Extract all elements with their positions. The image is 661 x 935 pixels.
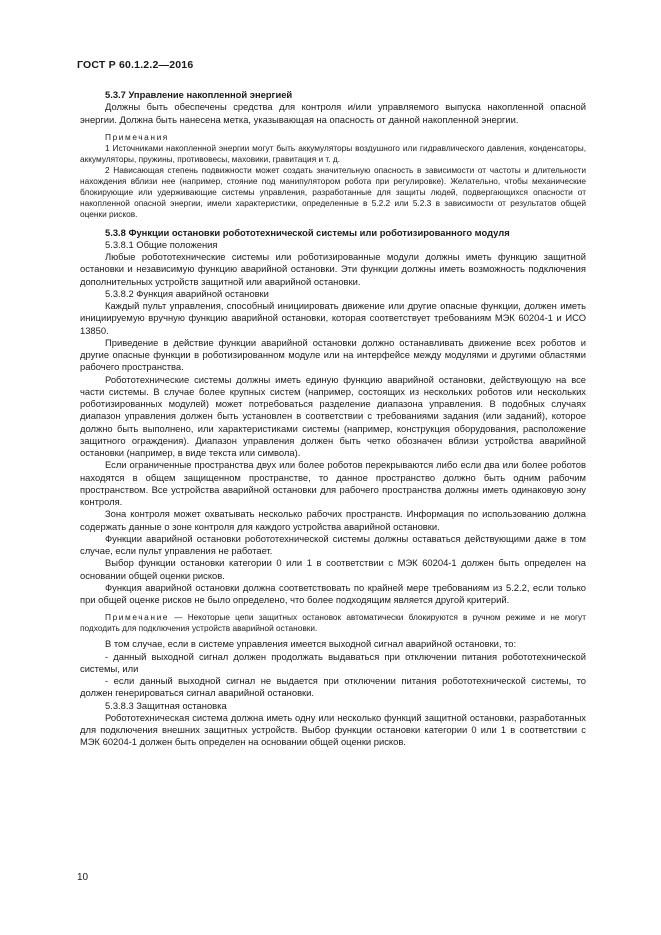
paragraph: Каждый пульт управления, способный инициировать движение или другие опасные функции, должен иметь инициируемую вручную функцию аварийной остановки, которая соответствует требованиям МЭК 60204-1 и ИСО 13850. [80,300,586,336]
paragraph: Выбор функции остановки категории 0 или 1 в соответствии с МЭК 60204-1 должен быть определен на основании общей оценки рисков. [80,557,586,581]
section-5-3-8-3-title: 5.3.8.3 Защитная остановка [105,699,227,711]
paragraph: Функции аварийной остановки робототехнической системы должны оставаться действующими даже в том случае, если пульт управления не работает. [80,532,586,556]
paragraph: Приведение в действие функции аварийной остановки должно останавливать движение всех роботов и другие опасные функции в роботизированном модуле или на интерфейсе между модулями и другими областями рабочего пространства. [80,336,586,373]
paragraph: Функция аварийной остановки должна соответствовать по крайней мере требованиям из 5.2.2, если только при общей оценке рисков не было определено, что более подходящим является другой критерий. [80,581,586,605]
section-5-3-8-2-title: 5.3.8.2 Функция аварийной остановки [105,287,269,299]
document-header: ГОСТ Р 60.1.2.2—2016 [77,59,194,71]
notes-label: Примечания [105,131,169,142]
note-item: 2 Нависающая степень подвижности может создать значительную опасность в зависимости от частоты и длительности нахождения вблизи нее (например, стояние под манипулятором робота при регулировке). Желательно, чтобы механические блокирующие или удерживающие системы управления, разработанные для защиты людей, подвергающихся опасности от накопленной опасной энергии, имели характеристики, определенные в 5.2.2 или 5.2.3 в зависимости от результатов общей оценки рисков. [80,165,586,220]
paragraph: Любые робототехнические системы или роботизированные модули должны иметь функцию защитной остановки и независимую функцию аварийной остановки. Эти функции должны иметь возможность подключения дополнительных устройств защитной или аварийной остановки. [80,251,586,287]
paragraph: Робототехнические системы должны иметь единую функцию аварийной остановки, действующую на все части системы. В случае более крупных систем (например, состоящих из нескольких роботов или нескольких роботизированных модулей) может потребоваться разделение диапазона управления. В подобных случаях диапазон управления должен быть установлен в соответствии с требованиями задания (или заданий), которое должно быть выполнено, или характеристиками системы (например, конструкция оборудования, расположение защитного ограждения). Диапазон управления должен быть четко обозначен вблизи устройства аварийной остановки (например, в виде текста или символа). [80,373,586,458]
paragraph: Зона контроля может охватывать несколько рабочих пространств. Информация по использованию должна содержать данные о зоне контроля для каждого устройства аварийной остановки. [80,508,586,532]
note: Примечание — Некоторые цепи защитных остановок автоматически блокируются в ручном режиме и не могут подходить для подключения устройств аварийной остановки. [80,612,586,634]
list-item: - данный выходной сигнал должен продолжать выдаваться при отключении питания робототехнической системы, или [80,650,586,674]
paragraph: Если ограниченные пространства двух или более роботов перекрываются либо если два или более роботов находятся в общем защищенном пространстве, то данное пространство должно быть одним рабочим пространством. Все устройства аварийной остановки для рабочего пространства должны иметь одинаковую зону контроля. [80,459,586,507]
note-item: 1 Источниками накопленной энергии могут быть аккумуляторы воздушного или гидравлического давления, конденсаторы, аккумуляторы, пружины, противовесы, маховики, гравитация и т. д. [80,142,586,164]
paragraph: В том случае, если в системе управления имеется выходной сигнал аварийной остановки, то: [105,638,517,650]
document-body [80,89,586,749]
section-5-3-8-title: 5.3.8 Функции остановки робототехнической системы или роботизированного модуля [105,226,510,238]
section-5-3-7-title: 5.3.7 Управление накопленной энергией [105,89,293,100]
paragraph: Должны быть обеспечены средства для контроля и/или управляемого выпуска накопленной опасной энергии. Должна быть нанесена метка, указывающая на опасность от данной накопленной энергии. [80,101,586,125]
section-5-3-8-1-title: 5.3.8.1 Общие положения [105,238,218,250]
list-item: - если данный выходной сигнал не выдается при отключении питания робототехнической системы, то должен генерироваться сигнал аварийной остановки. [80,675,586,699]
page-number: 10 [77,872,89,883]
paragraph: Робототехническая система должна иметь одну или несколько функций защитной остановки, разработанных для подключения внешних защитных устройств. Выбор функции остановки категории 0 или 1 в соответствии с МЭК 60204-1 должен быть определен на основании общей оценки рисков. [80,711,586,748]
